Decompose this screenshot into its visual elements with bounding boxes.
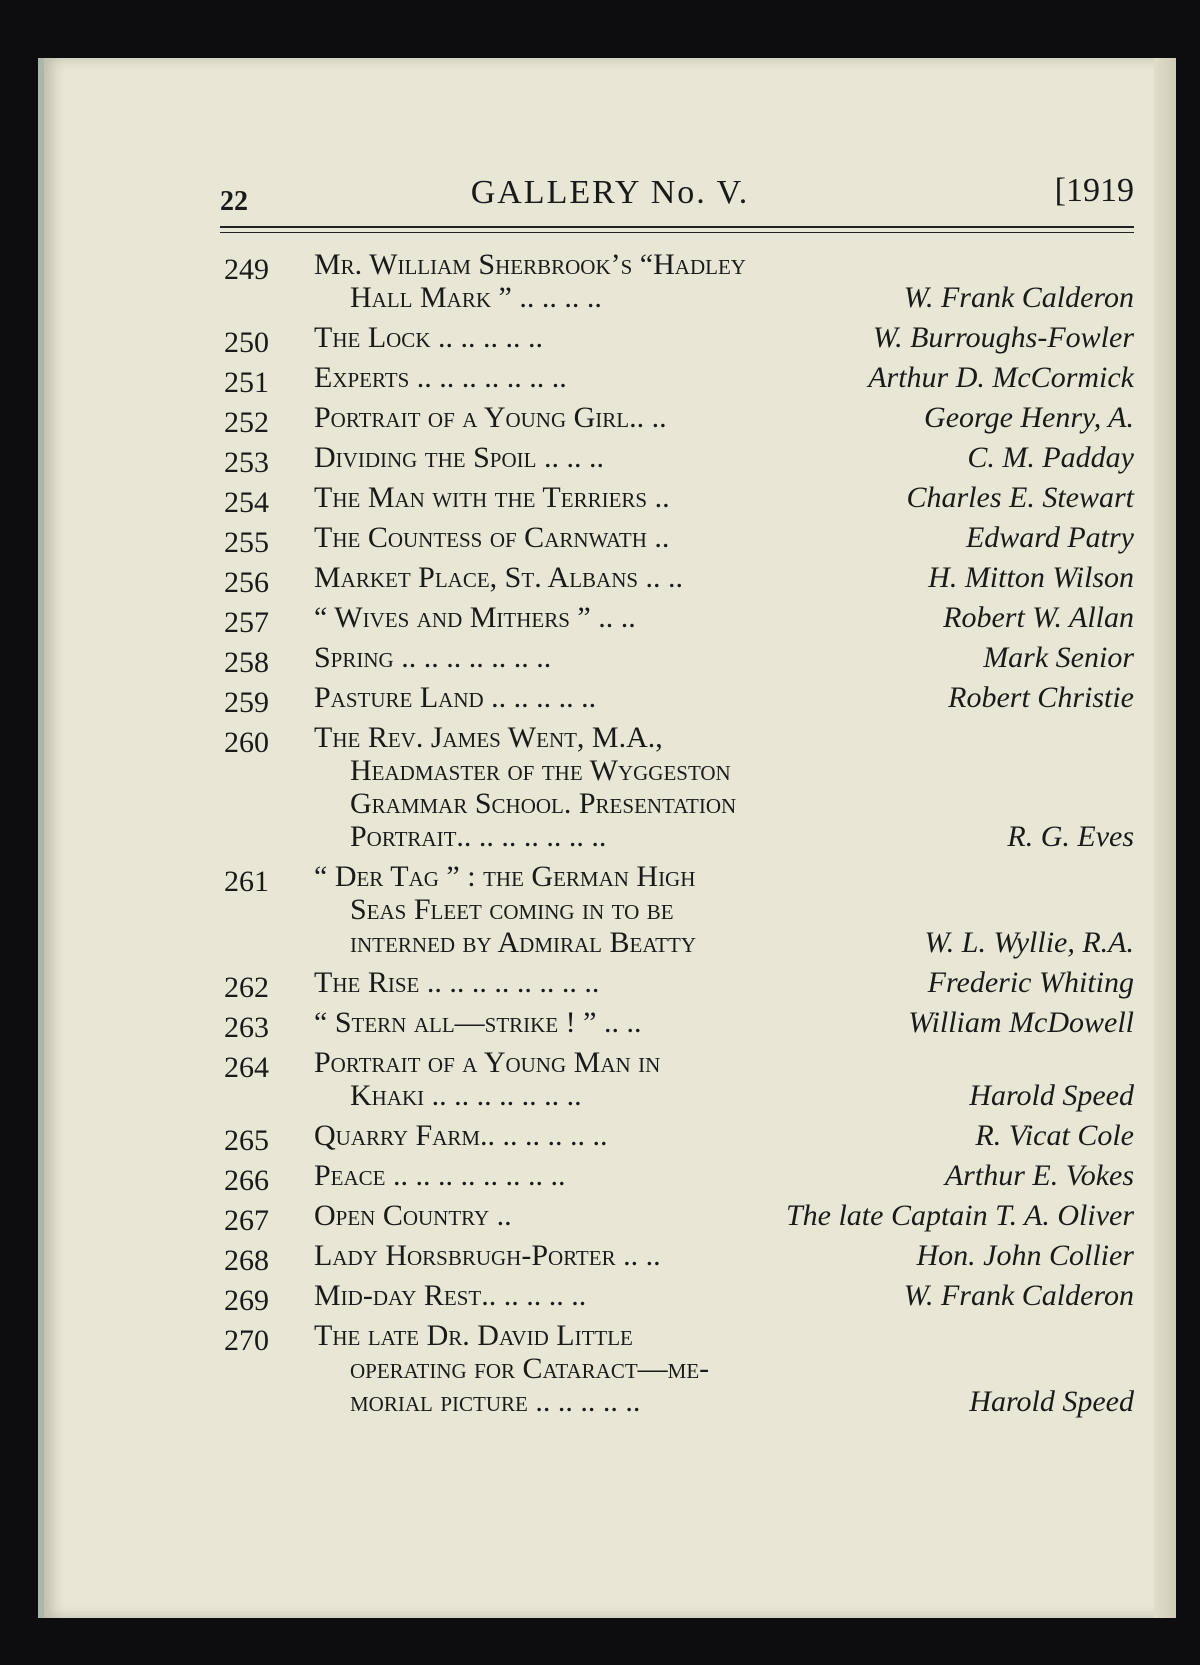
entry-title xyxy=(314,1159,844,1192)
entry-artist: Arthur D. McCormick xyxy=(868,361,1134,394)
entry-title xyxy=(314,1239,844,1272)
entry-title-line: The Rev. James Went, M.A., xyxy=(314,721,663,754)
entry-artist: Harold Speed xyxy=(969,1079,1134,1112)
entry-artist: Mark Senior xyxy=(983,641,1134,674)
entry-title-line: morial picture .. .. .. .. .. xyxy=(350,1385,641,1418)
entry-number: 267 xyxy=(224,1204,269,1237)
entry-artist: Robert Christie xyxy=(948,681,1134,714)
entry-title xyxy=(314,481,844,514)
entry-title-line: Experts .. .. .. .. .. .. .. xyxy=(314,361,567,394)
entry-artist: Charles E. Stewart xyxy=(906,481,1134,514)
entry-artist: William McDowell xyxy=(908,1006,1134,1039)
entry-artist: Frederic Whiting xyxy=(927,966,1134,999)
entry-title xyxy=(314,601,844,634)
catalogue-entry xyxy=(44,641,1176,679)
entry-title xyxy=(314,1319,844,1418)
entry-artist: Harold Speed xyxy=(969,1385,1134,1418)
catalogue-entry xyxy=(44,1006,1176,1044)
entry-artist: Edward Patry xyxy=(965,521,1134,554)
catalogue-entry xyxy=(44,966,1176,1004)
entry-title-line: Mr. William Sherbrook’s “Hadley xyxy=(314,248,746,281)
entry-artist: W. Frank Calderon xyxy=(903,281,1134,314)
entry-title xyxy=(314,561,844,594)
catalogue-entry xyxy=(44,521,1176,559)
entry-title xyxy=(314,966,844,999)
entry-artist: Arthur E. Vokes xyxy=(944,1159,1134,1192)
entry-title xyxy=(314,441,844,474)
entry-title xyxy=(314,681,844,714)
entry-number: 265 xyxy=(224,1124,269,1157)
entry-number: 255 xyxy=(224,526,269,559)
entry-number: 257 xyxy=(224,606,269,639)
entry-artist: R. Vicat Cole xyxy=(975,1119,1134,1152)
catalogue-entry xyxy=(44,681,1176,719)
catalogue-entry xyxy=(44,1199,1176,1237)
entry-number: 261 xyxy=(224,865,269,898)
entry-title-line: The Rise .. .. .. .. .. .. .. .. xyxy=(314,966,600,999)
entry-title xyxy=(314,521,844,554)
entry-title xyxy=(314,1006,844,1039)
entry-title xyxy=(314,641,844,674)
catalogue-entry xyxy=(44,248,1176,314)
entry-title-line: Spring .. .. .. .. .. .. .. xyxy=(314,641,552,674)
entry-title-line: Market Place, St. Albans .. .. xyxy=(314,561,684,594)
catalogue-entry xyxy=(44,481,1176,519)
entry-title-line: Pasture Land .. .. .. .. .. xyxy=(314,681,597,714)
entry-number: 262 xyxy=(224,971,269,1004)
entry-title-line: interned by Admiral Beatty xyxy=(350,926,696,959)
catalogue-entry xyxy=(44,721,1176,853)
catalogue-entry xyxy=(44,441,1176,479)
entry-title-line: Open Country .. xyxy=(314,1199,512,1232)
entry-title-line: The late Dr. David Little xyxy=(314,1319,633,1352)
entry-number: 269 xyxy=(224,1284,269,1317)
entry-number: 268 xyxy=(224,1244,269,1277)
entry-title xyxy=(314,321,844,354)
catalogue-entry xyxy=(44,361,1176,399)
catalogue-entry xyxy=(44,601,1176,639)
catalogue-entry xyxy=(44,401,1176,439)
entry-artist: R. G. Eves xyxy=(1007,820,1134,853)
entry-title-line: Dividing the Spoil .. .. .. xyxy=(314,441,604,474)
entry-artist: C. M. Padday xyxy=(967,441,1134,474)
entry-number: 253 xyxy=(224,446,269,479)
entry-artist: W. Burroughs-Fowler xyxy=(872,321,1134,354)
entry-number: 254 xyxy=(224,486,269,519)
catalogue-entry xyxy=(44,321,1176,359)
entry-title-line: operating for Cataract—me- xyxy=(350,1352,710,1385)
entry-artist: George Henry, A. xyxy=(924,401,1134,434)
entry-title-line: The Lock .. .. .. .. .. xyxy=(314,321,543,354)
book-page xyxy=(38,58,1176,1618)
entry-artist: Hon. John Collier xyxy=(916,1239,1134,1272)
entry-title-line: “ Stern all—strike ! ” .. .. xyxy=(314,1006,642,1039)
entry-title-line: Grammar School. Presentation xyxy=(350,787,737,820)
entry-title-line: Mid-day Rest.. .. .. .. .. xyxy=(314,1279,587,1312)
catalogue-entry xyxy=(44,1159,1176,1197)
entry-title-line: Hall Mark ” .. .. .. .. xyxy=(350,281,602,314)
catalogue-entry xyxy=(44,860,1176,959)
entry-number: 266 xyxy=(224,1164,269,1197)
page-number: 22 xyxy=(220,186,248,217)
entry-title-line: Khaki .. .. .. .. .. .. .. xyxy=(350,1079,582,1112)
entry-title-line: The Man with the Terriers .. xyxy=(314,481,670,514)
entry-number: 264 xyxy=(224,1051,269,1084)
entry-number: 263 xyxy=(224,1011,269,1044)
entry-title xyxy=(314,248,844,314)
entry-title-line: Portrait of a Young Girl.. .. xyxy=(314,401,667,434)
entry-title-line: “ Der Tag ” : the German High xyxy=(314,860,696,893)
entry-artist: The late Captain T. A. Oliver xyxy=(785,1199,1134,1232)
entry-title-line: Headmaster of the Wyggeston xyxy=(350,754,731,787)
page-title: GALLERY No. V. xyxy=(470,174,750,211)
entry-title-line: The Countess of Carnwath .. xyxy=(314,521,670,554)
entry-number: 256 xyxy=(224,566,269,599)
entry-title xyxy=(314,361,844,394)
catalogue-entry xyxy=(44,561,1176,599)
entry-title xyxy=(314,1046,844,1112)
entry-title-line: Lady Horsbrugh-Porter .. .. xyxy=(314,1239,661,1272)
catalogue-list xyxy=(44,248,1176,1425)
catalogue-entry xyxy=(44,1046,1176,1112)
entry-title xyxy=(314,401,844,434)
entry-title-line: Seas Fleet coming in to be xyxy=(350,893,674,926)
entry-number: 258 xyxy=(224,646,269,679)
catalogue-entry xyxy=(44,1279,1176,1317)
entry-artist: W. L. Wyllie, R.A. xyxy=(924,926,1134,959)
entry-title xyxy=(314,1279,844,1312)
entry-title-line: Portrait.. .. .. .. .. .. .. xyxy=(350,820,607,853)
entry-number: 259 xyxy=(224,686,269,719)
entry-title-line: “ Wives and Mithers ” .. .. xyxy=(314,601,636,634)
entry-title-line: Quarry Farm.. .. .. .. .. .. xyxy=(314,1119,608,1152)
catalogue-entry xyxy=(44,1319,1176,1418)
catalogue-entry xyxy=(44,1119,1176,1157)
entry-title-line: Portrait of a Young Man in xyxy=(314,1046,661,1079)
entry-title xyxy=(314,721,844,853)
catalogue-entry xyxy=(44,1239,1176,1277)
entry-title xyxy=(314,1199,844,1232)
entry-artist: Robert W. Allan xyxy=(943,601,1134,634)
entry-artist: H. Mitton Wilson xyxy=(928,561,1134,594)
entry-number: 249 xyxy=(224,253,269,286)
year-label: [1919 xyxy=(1054,172,1134,209)
entry-title xyxy=(314,860,844,959)
entry-number: 260 xyxy=(224,726,269,759)
entry-number: 252 xyxy=(224,406,269,439)
header-rule-bottom xyxy=(220,232,1134,233)
page-header xyxy=(44,168,1176,228)
entry-title-line: Peace .. .. .. .. .. .. .. .. xyxy=(314,1159,566,1192)
entry-number: 250 xyxy=(224,326,269,359)
entry-number: 270 xyxy=(224,1324,269,1357)
entry-title xyxy=(314,1119,844,1152)
entry-number: 251 xyxy=(224,366,269,399)
entry-artist: W. Frank Calderon xyxy=(903,1279,1134,1312)
header-rule-top xyxy=(220,226,1134,228)
